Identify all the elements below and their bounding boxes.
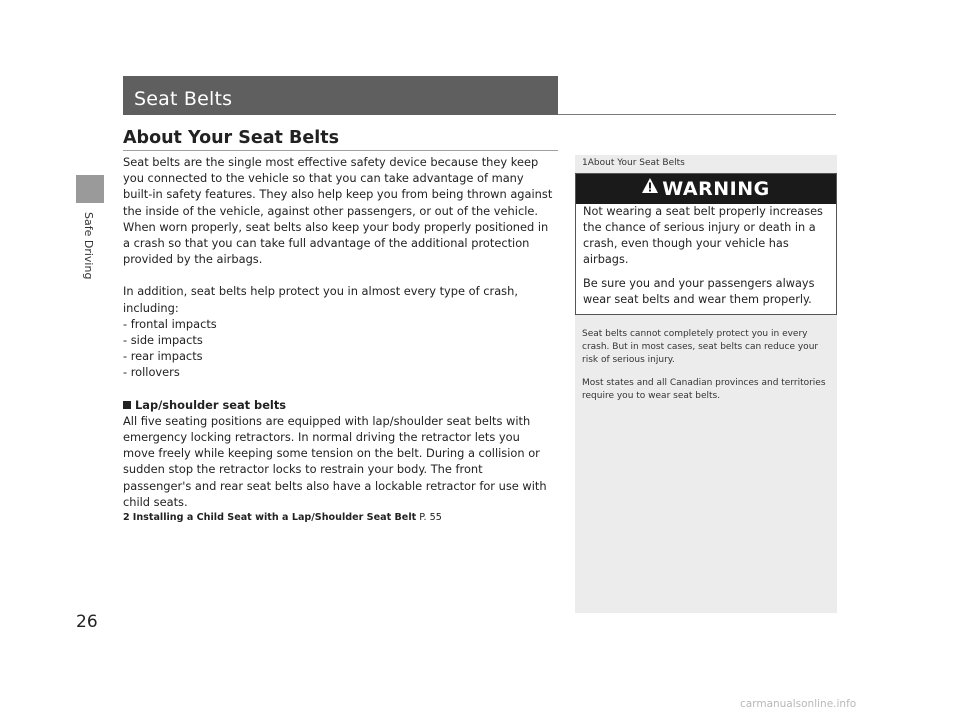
chapter-title: Seat Belts — [134, 88, 233, 110]
crash-type-item: - side impacts — [123, 333, 203, 348]
sidebar-note: Seat belts cannot completely protect you in every crash. But in most cases, seat belts can reduce your risk of serious injury. — [582, 329, 819, 365]
section-title: About Your Seat Belts — [123, 128, 340, 148]
warning-box — [575, 173, 837, 315]
subheading-text: Lap/shoulder seat belts — [135, 397, 287, 412]
subheading — [123, 397, 553, 413]
lap-paragraph: All five seating positions are equipped with lap/shoulder seat belts with emergency locking retractors. In normal driving the retractor lets you move freely while keeping some tension on the belt. During a collision or sudden stop the retractor locks to restrain your body. The front passenger's and rear seat belts also have a lockable retractor for use with child seats. — [123, 413, 547, 509]
cross-reference-link[interactable] — [123, 510, 553, 526]
header-rule — [558, 114, 836, 115]
section-tab-label: Safe Driving — [82, 212, 95, 280]
warning-label: WARNING — [662, 178, 770, 200]
warning-text-2: Be sure you and your passengers always wear seat belts and wear them properly. — [583, 277, 815, 306]
section-rule — [123, 150, 558, 151]
crash-intro: In addition, seat belts help protect you in almost every type of crash, including: — [123, 284, 518, 315]
page-number: 26 — [76, 612, 98, 632]
crash-type-item: - rear impacts — [123, 349, 203, 364]
warning-banner — [576, 174, 836, 204]
warning-text-1: Not wearing a seat belt properly increases the chance of serious injury or death in a crash, even though your vehicle has airbags. — [583, 205, 823, 266]
reference-arrow-icon: 2 — [123, 512, 130, 524]
intro-paragraph: Seat belts are the single most effective safety device because they keep you connected to the vehicle so that you can take advantage of many built-in safety features. They also help keep you from being thrown against the inside of the vehicle, against other passengers, or out of the vehicle. When worn properly, seat belts also keep your body properly positioned in a crash so that you can take full advantage of the additional protection provided by the airbags. — [123, 155, 553, 267]
sidebar-caption-text: About Your Seat Belts — [587, 158, 685, 168]
section-tab-marker — [76, 175, 104, 203]
square-bullet-icon — [123, 401, 131, 409]
note-marker-icon: 1 — [582, 158, 588, 168]
crash-type-item: - frontal impacts — [123, 316, 217, 331]
crash-type-item: - rollovers — [123, 365, 180, 380]
warning-text — [583, 204, 831, 308]
reference-title: Installing a Child Seat with a Lap/Shoulder Seat Belt — [132, 512, 417, 524]
sidebar-note: Most states and all Canadian provinces and territories require you to wear seat belts. — [582, 378, 826, 401]
sidebar-notes — [582, 328, 834, 413]
sidebar-caption — [582, 158, 685, 168]
main-body — [123, 154, 553, 526]
watermark: carmanualsonline.info — [740, 698, 857, 710]
reference-page: P. 55 — [419, 512, 442, 524]
warning-triangle-icon — [642, 172, 658, 203]
